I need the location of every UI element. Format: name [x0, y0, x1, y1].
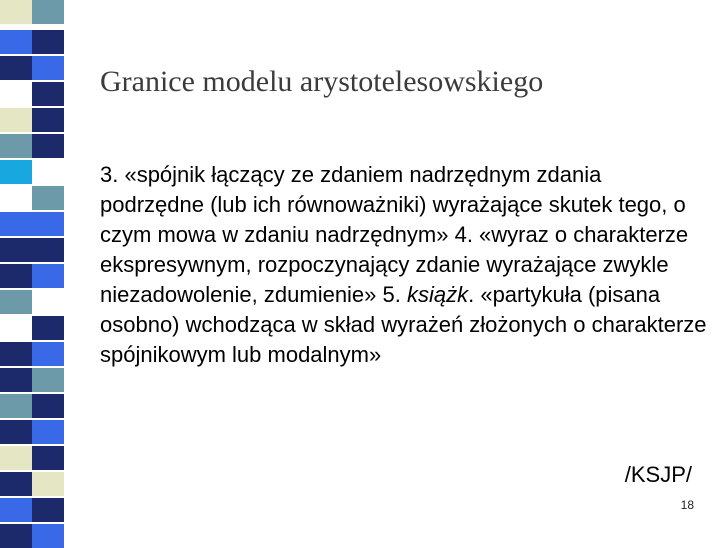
stripe-block [32, 472, 64, 496]
stripe-block [0, 108, 32, 132]
body-text [100, 160, 710, 370]
stripe-block [0, 30, 32, 54]
stripe-block [32, 420, 64, 444]
definition-text-rest: . «partykuła (pisana osobno) wchodząca w skład wyrażeń złożonych o charakterze spójnikowym lub modalnym» [100, 282, 707, 367]
stripe-block [0, 0, 32, 24]
stripe-block [32, 368, 64, 392]
decorative-stripe [0, 0, 66, 540]
stripe-block [32, 316, 64, 340]
stripe-block [0, 264, 32, 288]
stripe-block [0, 394, 32, 418]
stripe-block [0, 472, 32, 496]
stripe-block [32, 524, 64, 548]
slide-title: Granice modelu arystotelesowskiego [100, 65, 544, 98]
stripe-block [32, 186, 64, 210]
stripe-block [0, 420, 32, 444]
source-citation: /KSJP/ [624, 462, 692, 487]
stripe-block [32, 264, 64, 288]
stripe-block [32, 134, 64, 158]
stripe-block [0, 342, 32, 366]
stripe-block [0, 134, 32, 158]
stripe-block [32, 108, 64, 132]
stripe-block [32, 56, 64, 80]
stripe-block [0, 446, 32, 470]
stripe-block [0, 56, 32, 80]
stripe-block [32, 498, 64, 522]
stripe-block [32, 0, 64, 24]
stripe-block [0, 290, 32, 314]
definition-text-italic: książk [406, 282, 469, 307]
stripe-block [0, 212, 32, 236]
definition-text-intro: 3. «spójnik łączący ze zdaniem nadrzędnym zdania podrzędne (lub ich równoważniki) wyrażające skutek tego, o czym mowa w zdaniu nadrzędnym» 4. «wyraz o charakterze ekspresywnym, rozpoczynający zdanie wyrażające zwykle niezadowolenie, zdumienie» 5. [100, 162, 689, 307]
stripe-block [32, 238, 64, 262]
stripe-block [0, 498, 32, 522]
stripe-block [32, 82, 64, 106]
stripe-block [32, 30, 64, 54]
definition-paragraph [100, 160, 710, 370]
stripe-block [32, 212, 64, 236]
stripe-block [0, 160, 32, 184]
stripe-block [32, 446, 64, 470]
page-number: 18 [680, 498, 694, 512]
stripe-block [32, 394, 64, 418]
stripe-block [0, 238, 32, 262]
stripe-block [0, 368, 32, 392]
stripe-block [0, 524, 32, 548]
stripe-block [32, 342, 64, 366]
